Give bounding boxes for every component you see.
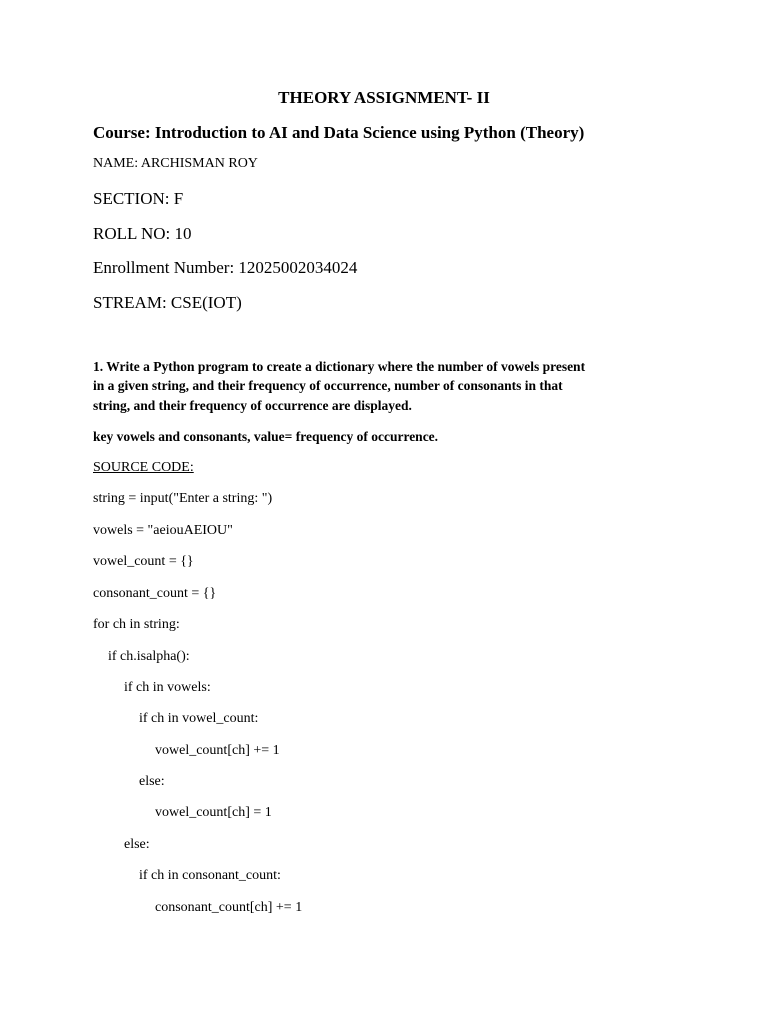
code-line: vowel_count = {}	[93, 554, 194, 569]
roll-number-line: ROLL NO: 10	[93, 224, 192, 243]
code-line: string = input("Enter a string: ")	[93, 491, 273, 506]
enrollment-number-line: Enrollment Number: 12025002034024	[93, 258, 358, 277]
course-heading: Course: Introduction to AI and Data Science using Python (Theory)	[93, 123, 585, 142]
code-line: vowel_count[ch] += 1	[155, 743, 280, 758]
question-text-line-1: 1. Write a Python program to create a dictionary where the number of vowels present	[93, 359, 586, 374]
question-text-line-2: in a given string, and their frequency of occurrence, number of consonants in that	[93, 378, 563, 393]
stream-line: STREAM: CSE(IOT)	[93, 293, 242, 312]
code-line: if ch in consonant_count:	[139, 868, 281, 883]
code-line: else:	[139, 774, 165, 789]
source-code-heading: SOURCE CODE:	[93, 460, 194, 475]
code-line: for ch in string:	[93, 617, 180, 632]
student-name: NAME: ARCHISMAN ROY	[93, 156, 258, 171]
code-line: else:	[124, 837, 150, 852]
code-line: vowel_count[ch] = 1	[155, 805, 272, 820]
code-line: if ch.isalpha():	[108, 649, 190, 664]
question-text-line-3: string, and their frequency of occurrence are displayed.	[93, 398, 412, 413]
key-value-note: key vowels and consonants, value= frequency of occurrence.	[93, 429, 439, 444]
assignment-title: THEORY ASSIGNMENT- II	[278, 88, 490, 107]
code-line: vowels = "aeiouAEIOU"	[93, 523, 233, 538]
code-line: consonant_count[ch] += 1	[155, 900, 303, 915]
code-line: if ch in vowels:	[124, 680, 211, 695]
section-line: SECTION: F	[93, 189, 184, 208]
code-line: consonant_count = {}	[93, 586, 217, 601]
code-line: if ch in vowel_count:	[139, 711, 259, 726]
